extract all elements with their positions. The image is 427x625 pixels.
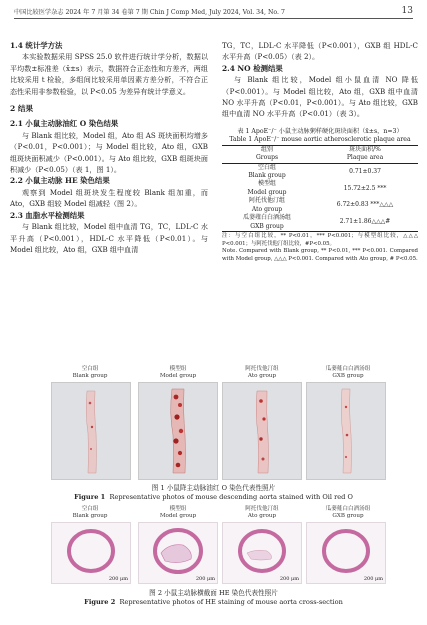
fig2-caption-cn: 图 2 小鼠主动脉横截面 HE 染色代表性照片 bbox=[149, 589, 278, 597]
fig2-caption-label: Figure 2 bbox=[84, 598, 116, 606]
col-groups-cn: 组别 bbox=[261, 145, 274, 153]
row-group-cn: 空白组 bbox=[258, 163, 277, 171]
fig2-caption-text: Representative photos of HE staining of mouse aorta cross-section bbox=[119, 598, 343, 606]
aorta-gxb-image bbox=[307, 383, 385, 479]
table-row bbox=[222, 197, 418, 214]
table-1 bbox=[222, 128, 418, 263]
scale-bar-label: 200 μm bbox=[279, 576, 299, 582]
fig1-caption-text: Representative photos of mouse descending aorta stained with Oil red O bbox=[109, 493, 353, 501]
table-row bbox=[222, 163, 418, 180]
aorta-blank-image bbox=[52, 383, 130, 479]
row-value: 15.72±2.5 *** bbox=[343, 184, 387, 192]
fig2-label-blank: 空白组 Blank group bbox=[72, 506, 108, 519]
section-2-4-body: 与 Blank 组比较，Model 组小鼠血清 NO 降低（P<0.001）。与 Model 组比较，Ato 组，GXB 组中血清 NO 水平升高（P<0.01，P<0.001）。与 Ato 组比较，GXB 组中血清 NO 水平升高（P<0.01）（表 3）。 bbox=[222, 75, 418, 119]
cross-section-ato-image bbox=[223, 523, 301, 583]
table-caption-cn: 表 1 ApoE⁻/⁻ 小鼠主动脉粥样硬化斑块面积（x̄±s，n=3） bbox=[237, 127, 403, 135]
fig1-photo-ato bbox=[222, 382, 302, 480]
fig1-label-model: 模型组 Model group bbox=[159, 366, 197, 379]
row-group-cn: 模型组 bbox=[258, 180, 277, 188]
table-caption-en: Table 1 ApoE⁻/⁻ mouse aortic atherosclerotic plaque area bbox=[229, 135, 411, 143]
scale-bar-label: 200 μm bbox=[363, 576, 383, 582]
fig1-photo-model bbox=[138, 382, 218, 480]
row-group-en: Ato group bbox=[251, 205, 283, 213]
section-2-1-title: 2.1 小鼠主动脉油红 O 染色结果 bbox=[10, 119, 119, 129]
row-value: 0.71±0.37 bbox=[349, 167, 381, 175]
table-row bbox=[222, 180, 418, 197]
fig1-caption-en bbox=[10, 493, 417, 502]
fig2-label-model: 模型组 Model group bbox=[159, 506, 197, 519]
col-groups-en: Groups bbox=[255, 154, 279, 162]
section-1-4-body: 本实验数据采用 SPSS 25.0 软件进行统计学分析，数据以平均数±标准差（x̄±s）表示，数据符合正态性和方差齐，两组比较采用 t 检验，多组间比较采用单因素方差分析，不符合正态性采用非参数检验，以 P<0.05 为差异有统计学意义。 bbox=[10, 52, 208, 96]
row-group-en: GXB group bbox=[250, 222, 284, 230]
row-value: 2.71±1.86△△△# bbox=[339, 218, 391, 226]
figure-1-caption bbox=[10, 484, 417, 502]
fig1-label-ato: 阿托伐他汀组 Ato group bbox=[245, 366, 279, 379]
fig1-photo-blank bbox=[51, 382, 131, 480]
fig1-photo-gxb bbox=[306, 382, 386, 480]
fig1-caption-cn: 图 1 小鼠降主动脉油红 O 染色代表性照片 bbox=[151, 484, 276, 492]
header-rule bbox=[14, 18, 413, 19]
fig1-caption-label: Figure 1 bbox=[74, 493, 106, 501]
section-2-3-body: 与 Blank 组比较，Model 组中血清 TG，TC，LDL-C 水平升高（P<0.001），HDL-C 水平降低（P<0.01）。与 Model 组比较，Ato 组，GXB 组中血清 bbox=[10, 222, 208, 254]
row-group-cn: 瓜蒌薤白白酒汤组 bbox=[243, 214, 292, 222]
table-note-cn: 注：与空白组比较，** P<0.01，*** P<0.001；与模型组比较，△△△ P<0.001；与阿托伐他汀组比较，#P<0.05。 bbox=[222, 232, 418, 247]
section-2-1-body: 与 Blank 组比较，Model 组，Ato 组 AS 斑块面积均增多（P<0.01，P<0.001）；与 Model 组比较，Ato 组，GXB 组斑块面积减少（P<0.001）。与 Ato 组比较，GXB 组斑块面积减少（P<0.05）（表 1，图 1）。 bbox=[10, 130, 208, 175]
table-note-en: Note. Compared with Blank group, ** P<0.01, *** P<0.001. Compared with Model group, △△△ P<0.001. Compared with Ato group, # P<0.05. bbox=[222, 248, 418, 262]
fig1-label-gxb: 瓜蒌薤白白酒汤组 GXB group bbox=[325, 366, 371, 379]
figure-2-caption bbox=[10, 589, 417, 607]
fig2-photo-model bbox=[138, 522, 218, 584]
aorta-model-image bbox=[139, 383, 217, 479]
fig2-photo-ato bbox=[222, 522, 302, 584]
row-group-en: Blank group bbox=[248, 172, 286, 180]
fig2-label-ato: 阿托伐他汀组 Ato group bbox=[245, 506, 279, 519]
fig2-label-gxb: 瓜蒌薤白白酒汤组 GXB group bbox=[325, 506, 371, 519]
section-2-3-title: 2.3 血脂水平检测结果 bbox=[10, 210, 85, 220]
journal-info: 中国比较医学杂志 2024 年 7 月第 34 卷第 7 期 Chin J Comp Med, July 2024, Vol. 34, No. 7 bbox=[14, 8, 285, 16]
right-column bbox=[222, 40, 418, 263]
fig1-label-blank: 空白组 Blank group bbox=[72, 366, 108, 379]
fig2-photo-blank bbox=[51, 522, 131, 584]
row-value: 6.72±0.83 ***△△△ bbox=[336, 201, 394, 209]
col-plaque-en: Plaque area bbox=[346, 154, 384, 162]
cross-section-model-image bbox=[139, 523, 217, 583]
fig2-caption-en bbox=[10, 598, 417, 607]
table-header-groups bbox=[222, 145, 312, 163]
cross-section-blank-image bbox=[52, 523, 130, 583]
row-group-en: Model group bbox=[247, 188, 287, 196]
section-1-4-title: 1.4 统计学方法 bbox=[10, 41, 63, 50]
aorta-ato-image bbox=[223, 383, 301, 479]
plaque-area-table bbox=[222, 145, 418, 232]
table-row bbox=[222, 214, 418, 231]
fig2-photo-gxb bbox=[306, 522, 386, 584]
section-2-4-title: 2.4 NO 检测结果 bbox=[222, 63, 283, 73]
section-2-2-title: 2.2 小鼠主动脉 HE 染色结果 bbox=[10, 176, 110, 186]
section-2-title: 2 结果 bbox=[10, 104, 34, 114]
scale-bar-label: 200 μm bbox=[108, 576, 128, 582]
table-header-plaque bbox=[312, 145, 418, 163]
section-2-3-continued: TG，TC，LDL-C 水平降低（P<0.001），GXB 组 HDL-C 水平升高（P<0.05）（表 2）。 bbox=[222, 41, 418, 62]
cross-section-gxb-image bbox=[307, 523, 385, 583]
running-header bbox=[14, 4, 413, 18]
scale-bar-label: 200 μm bbox=[195, 576, 215, 582]
section-2-2-body: 观察到 Model 组斑块发生程度较 Blank 组加重，而 Ato，GXB 组较 Model 组减轻（图 2）。 bbox=[10, 187, 208, 209]
row-group-cn: 阿托伐他汀组 bbox=[249, 197, 286, 205]
col-plaque-cn: 斑块面积/% bbox=[349, 145, 381, 153]
left-column bbox=[10, 40, 208, 255]
page-number: 13 bbox=[401, 6, 413, 16]
